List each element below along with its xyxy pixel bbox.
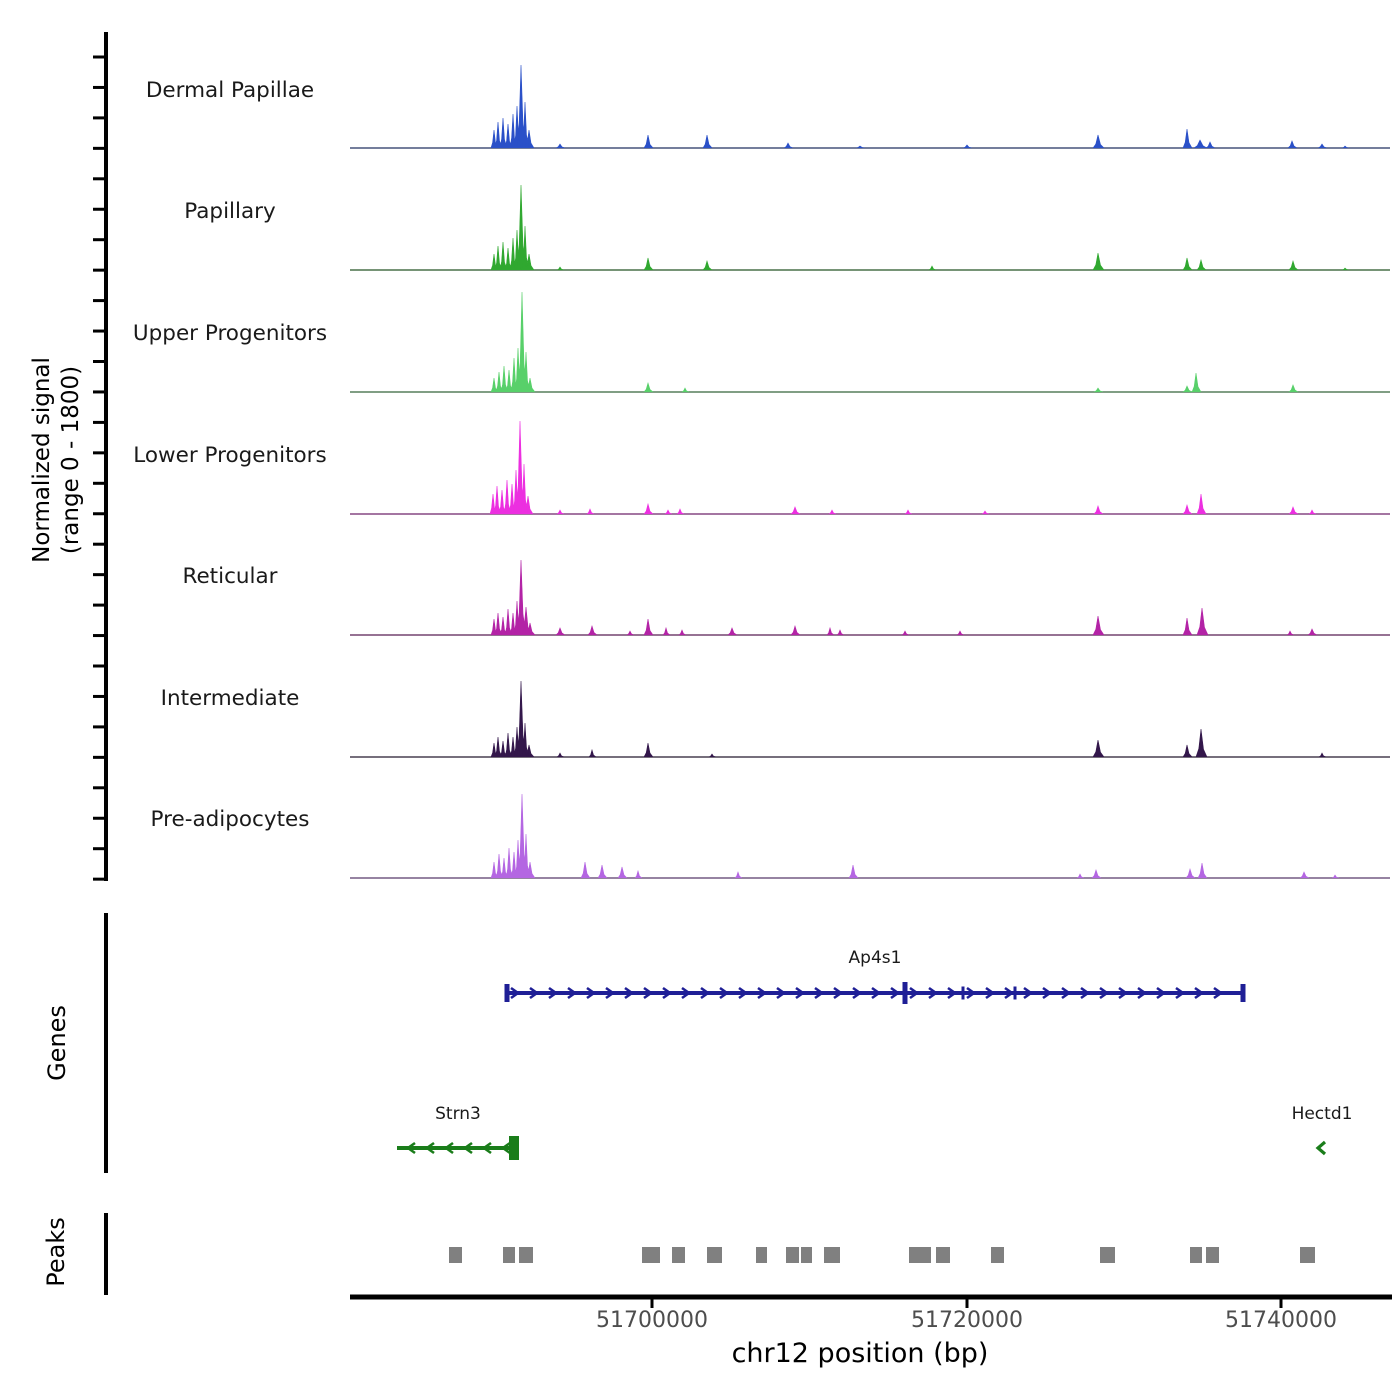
gene-hectd1-strand-arrow [1318,1142,1325,1154]
x-axis-tick-label: 51700000 [596,1308,708,1333]
signal-axis-label-line2: (range 0 - 1800) [57,365,84,555]
signal-track-dermal-papillae [350,65,1390,148]
track-label-dermal-papillae: Dermal Papillae [145,78,315,103]
peak-call-box [672,1247,685,1263]
peak-call-box [936,1247,950,1263]
signal-track-pre-adipocytes [350,794,1390,878]
peak-call-box [1300,1247,1315,1263]
peak-call-box [756,1247,767,1263]
signal-track-papillary [350,185,1390,270]
x-axis-tick-label: 51740000 [1225,1308,1337,1333]
signal-axis-label-line1: Normalized signal [29,357,55,563]
peak-call-box [642,1247,660,1263]
peak-call-box [824,1247,840,1263]
track-label-pre-adipocytes: Pre-adipocytes [150,807,310,832]
gene-ap4s1-exon [1241,984,1246,1002]
track-label-reticular: Reticular [182,564,278,589]
gene-label-strn3: Strn3 [435,1104,481,1124]
genes-section-label: Genes [43,1005,71,1081]
gene-strn3-exon [509,1136,519,1160]
peak-call-box [519,1247,533,1263]
track-label-papillary: Papillary [184,199,276,224]
track-label-lower-progenitors: Lower Progenitors [133,443,327,468]
peak-call-box [1206,1247,1219,1263]
track-label-intermediate: Intermediate [160,686,300,711]
peak-call-box [707,1247,722,1263]
peak-call-box [909,1247,931,1263]
signal-track-upper-progenitors [350,292,1390,392]
gene-ap4s1-exon [903,982,908,1004]
x-axis-title: chr12 position (bp) [731,1338,989,1369]
gene-label-ap4s1: Ap4s1 [848,948,902,968]
gene-ap4s1-exon [1014,987,1017,1000]
peak-call-box [449,1247,462,1263]
gene-ap4s1-exon [962,987,965,1000]
signal-track-lower-progenitors [350,421,1390,514]
peak-call-box [991,1247,1004,1263]
peak-call-box [1100,1247,1115,1263]
gene-label-hectd1: Hectd1 [1291,1104,1353,1124]
signal-axis-label [28,260,88,660]
x-axis-tick-label: 51720000 [911,1308,1023,1333]
signal-track-intermediate [350,681,1390,757]
track-label-upper-progenitors: Upper Progenitors [132,321,328,346]
peak-call-box [786,1247,799,1263]
peaks-section-label: Peaks [42,1217,70,1287]
peak-call-box [1190,1247,1202,1263]
signal-track-reticular [350,560,1390,635]
peak-call-box [503,1247,515,1263]
peak-call-box [801,1247,812,1263]
gene-ap4s1-exon [505,984,510,1002]
